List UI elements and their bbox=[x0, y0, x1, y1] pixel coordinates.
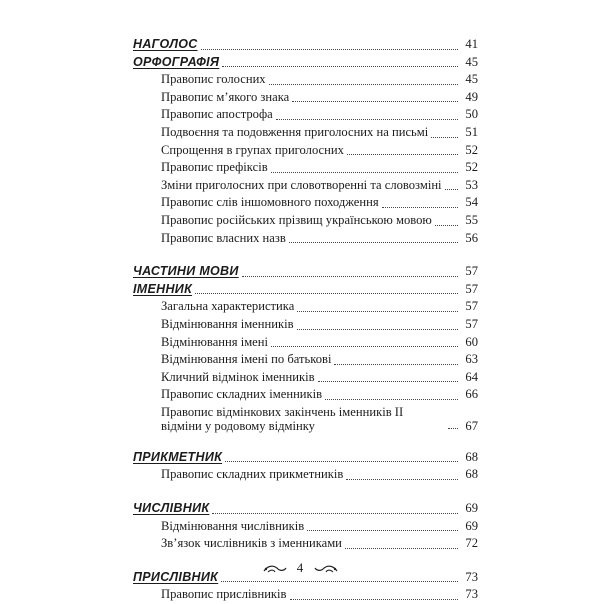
entry-title: Правопис російських прізвищ українською мовою bbox=[161, 212, 435, 230]
entry-title: Правопис префіксів bbox=[161, 159, 271, 177]
dot-leader bbox=[325, 399, 458, 400]
dot-leader bbox=[448, 428, 458, 429]
entry-title: Зміни приголосних при словотворенні та словозміні bbox=[161, 177, 445, 195]
dot-leader bbox=[318, 381, 458, 382]
toc-entry bbox=[133, 124, 478, 142]
page-ref: 69 bbox=[460, 500, 478, 518]
toc-entry bbox=[133, 177, 478, 195]
entry-title: Правопис відмінкових закінчень іменників II відміни у родовому відмінку bbox=[161, 405, 448, 433]
toc-entry bbox=[133, 316, 478, 334]
table-of-contents bbox=[133, 36, 478, 604]
toc-entry bbox=[133, 230, 478, 248]
page-ref: 49 bbox=[460, 89, 478, 107]
section-title: НАГОЛОС bbox=[133, 36, 201, 54]
page-ref: 51 bbox=[460, 124, 478, 142]
page-ref: 41 bbox=[460, 36, 478, 54]
entry-title: Кличний відмінок іменників bbox=[161, 369, 318, 387]
page-ref: 64 bbox=[460, 369, 478, 387]
page-ref: 55 bbox=[460, 212, 478, 230]
page-ref: 68 bbox=[460, 449, 478, 467]
dot-leader bbox=[271, 346, 458, 347]
page-ref: 45 bbox=[460, 71, 478, 89]
entry-title: Зв’язок числівників з іменниками bbox=[161, 535, 345, 553]
toc-entry bbox=[133, 586, 478, 604]
dot-leader bbox=[435, 225, 458, 226]
entry-title: Правопис складних іменників bbox=[161, 386, 325, 404]
toc-entry bbox=[133, 212, 478, 230]
entry-title: Відмінювання імені по батькові bbox=[161, 351, 334, 369]
page-ref: 72 bbox=[460, 535, 478, 553]
section-title: ЧАСТИНИ МОВИ bbox=[133, 263, 242, 281]
page-footer bbox=[0, 560, 600, 576]
entry-title: Правопис слів іншомовного походження bbox=[161, 194, 382, 212]
page-ref: 45 bbox=[460, 54, 478, 72]
page-ref: 57 bbox=[460, 263, 478, 281]
dot-leader bbox=[242, 276, 458, 277]
toc-entry bbox=[133, 535, 478, 553]
entry-title: Правопис м’якого знака bbox=[161, 89, 292, 107]
dot-leader bbox=[222, 66, 458, 67]
entry-title: Правопис власних назв bbox=[161, 230, 289, 248]
dot-leader bbox=[445, 189, 458, 190]
dot-leader bbox=[345, 548, 458, 549]
dot-leader bbox=[346, 479, 458, 480]
dot-leader bbox=[307, 530, 458, 531]
dot-leader bbox=[269, 84, 458, 85]
toc-section-entry bbox=[133, 449, 478, 467]
left-ornament-icon bbox=[262, 563, 288, 575]
dot-leader bbox=[347, 154, 458, 155]
dot-leader bbox=[276, 119, 458, 120]
page-ref: 57 bbox=[460, 281, 478, 299]
right-ornament-icon bbox=[313, 563, 339, 575]
page-ref: 69 bbox=[460, 518, 478, 536]
page-ref: 60 bbox=[460, 334, 478, 352]
entry-title: Правопис прислівників bbox=[161, 586, 290, 604]
page-ref: 53 bbox=[460, 177, 478, 195]
toc-section-entry bbox=[133, 263, 478, 281]
dot-leader bbox=[289, 242, 458, 243]
toc-entry bbox=[133, 404, 478, 433]
section-title: ПРИСЛІВНИК bbox=[133, 569, 221, 587]
toc-entry bbox=[133, 518, 478, 536]
toc-entry bbox=[133, 89, 478, 107]
page-ref: 68 bbox=[460, 466, 478, 484]
page-ref: 54 bbox=[460, 194, 478, 212]
entry-title: Загальна характеристика bbox=[161, 298, 297, 316]
dot-leader bbox=[297, 311, 458, 312]
page-ref: 52 bbox=[460, 159, 478, 177]
page-ref: 73 bbox=[460, 586, 478, 604]
entry-title: Правопис голосних bbox=[161, 71, 269, 89]
page-ref: 57 bbox=[460, 298, 478, 316]
toc-entry bbox=[133, 334, 478, 352]
toc-section-entry bbox=[133, 36, 478, 54]
dot-leader bbox=[201, 49, 458, 50]
dot-leader bbox=[212, 513, 458, 514]
page-ref: 56 bbox=[460, 230, 478, 248]
entry-title: Відмінювання імені bbox=[161, 334, 271, 352]
toc-entry bbox=[133, 466, 478, 484]
toc-entry bbox=[133, 351, 478, 369]
toc-entry bbox=[133, 159, 478, 177]
toc-entry bbox=[133, 71, 478, 89]
toc-entry bbox=[133, 142, 478, 160]
entry-title: Подвоєння та подовження приголосних на письмі bbox=[161, 124, 431, 142]
section-title: ЧИСЛІВНИК bbox=[133, 500, 212, 518]
toc-entry bbox=[133, 106, 478, 124]
entry-title: Відмінювання іменників bbox=[161, 316, 297, 334]
entry-title: Спрощення в групах приголосних bbox=[161, 142, 347, 160]
dot-leader bbox=[382, 207, 458, 208]
page-number: 4 bbox=[296, 560, 304, 575]
page-ref: 73 bbox=[460, 569, 478, 587]
dot-leader bbox=[271, 172, 458, 173]
section-title: ПРИКМЕТНИК bbox=[133, 449, 225, 467]
toc-section-entry bbox=[133, 500, 478, 518]
page-ref: 57 bbox=[460, 316, 478, 334]
section-title: ІМЕННИК bbox=[133, 281, 195, 299]
section-title: ОРФОГРАФІЯ bbox=[133, 54, 222, 72]
toc-entry bbox=[133, 369, 478, 387]
dot-leader bbox=[297, 329, 458, 330]
toc-entry bbox=[133, 298, 478, 316]
dot-leader bbox=[431, 137, 458, 138]
entry-title: Правопис апострофа bbox=[161, 106, 276, 124]
dot-leader bbox=[195, 293, 458, 294]
page-ref: 63 bbox=[460, 351, 478, 369]
toc-section-entry bbox=[133, 54, 478, 72]
dot-leader bbox=[334, 364, 458, 365]
toc-section-entry bbox=[133, 281, 478, 299]
dot-leader bbox=[221, 581, 458, 582]
page-ref: 50 bbox=[460, 106, 478, 124]
toc-entry bbox=[133, 386, 478, 404]
dot-leader bbox=[292, 101, 458, 102]
page-ref: 52 bbox=[460, 142, 478, 160]
page-ref: 66 bbox=[460, 386, 478, 404]
page-ref: 67 bbox=[460, 419, 478, 433]
entry-title: Правопис складних прикметників bbox=[161, 466, 346, 484]
dot-leader bbox=[225, 461, 458, 462]
entry-title: Відмінювання числівників bbox=[161, 518, 307, 536]
toc-entry bbox=[133, 194, 478, 212]
